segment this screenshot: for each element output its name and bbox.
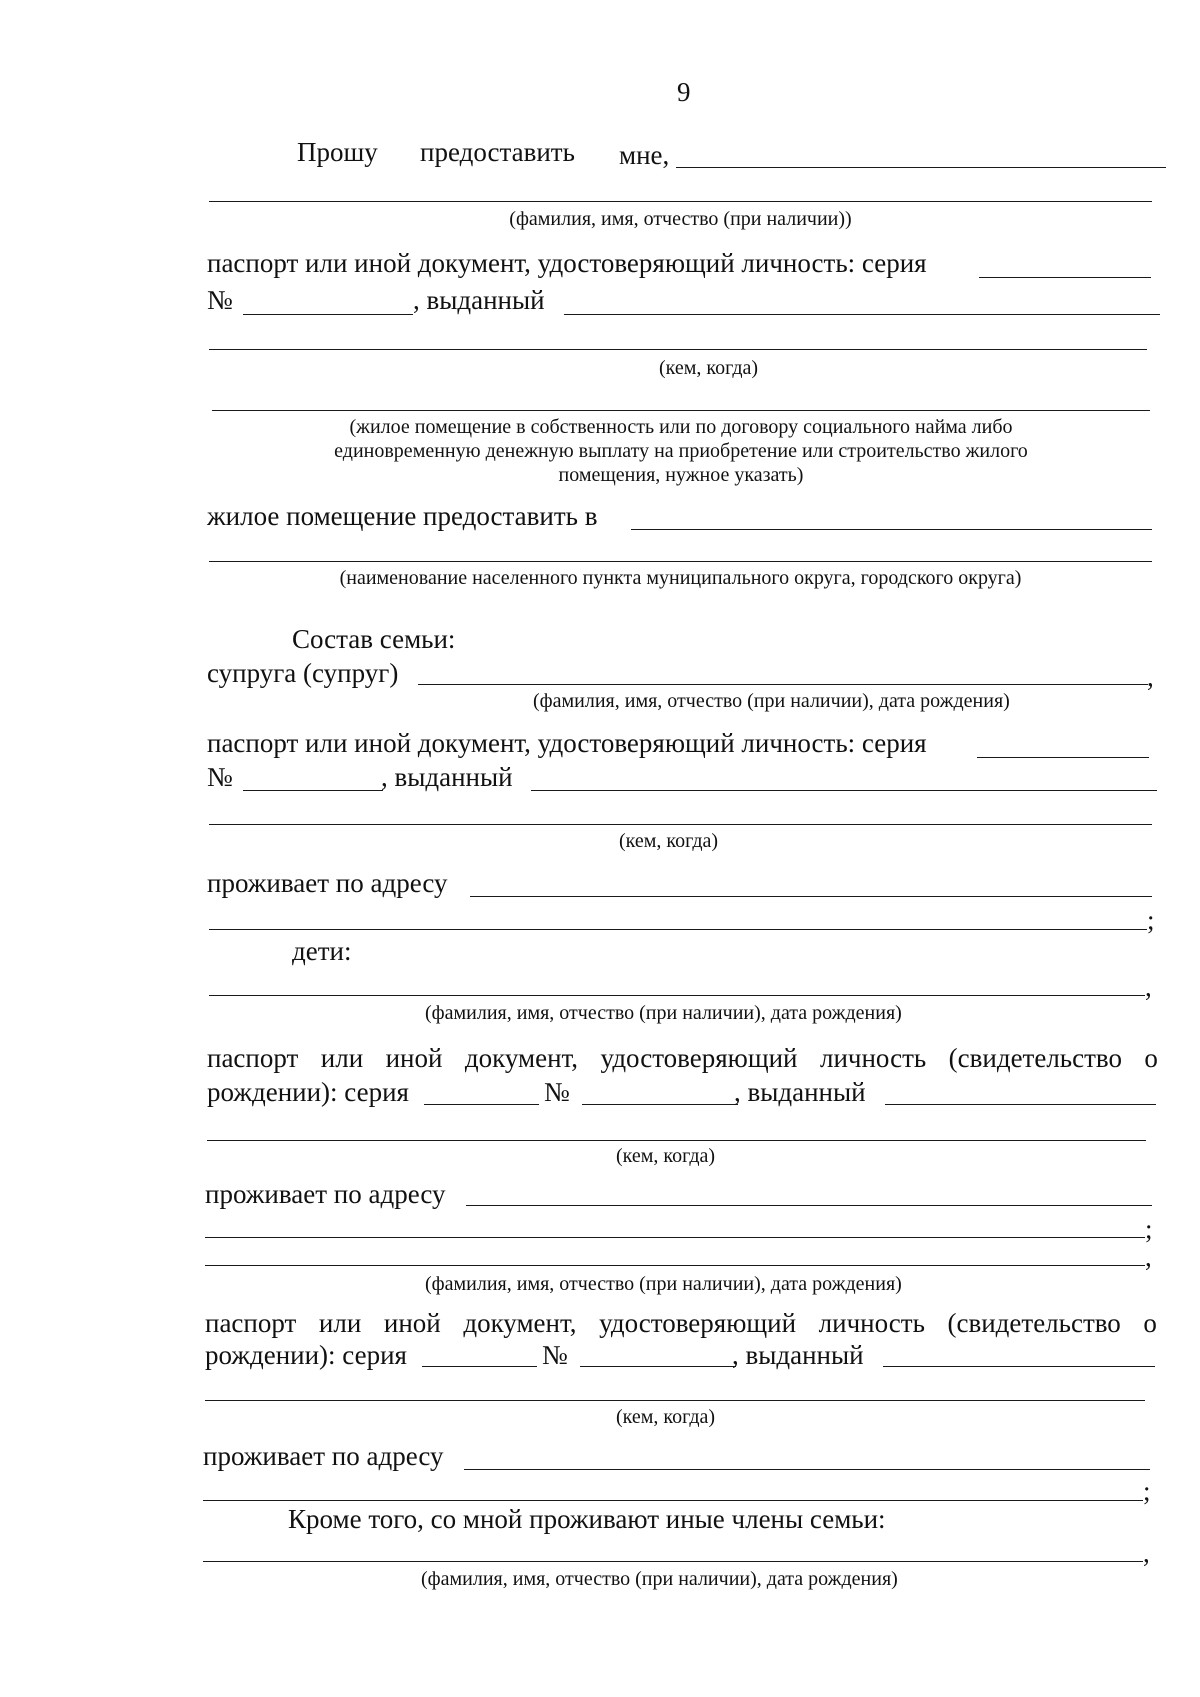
- child1-passport-line: [207, 1042, 1158, 1074]
- page-number: 9: [677, 77, 691, 107]
- others-name-field[interactable]: [203, 1561, 1143, 1562]
- spouse-caption: (фамилия, имя, отчество (при наличии), дата рождения): [533, 690, 1010, 712]
- spouse-passport-number-field[interactable]: [243, 790, 383, 791]
- child1-semicolon: ;: [1145, 1214, 1153, 1244]
- child1-comma: ,: [1145, 972, 1152, 1002]
- others-comma: ,: [1143, 1538, 1150, 1568]
- location-field-line2[interactable]: [209, 561, 1152, 562]
- spouse-issued-field[interactable]: [531, 790, 1157, 791]
- word: (свидетельство: [948, 1043, 1122, 1073]
- child1-issued-field[interactable]: [885, 1104, 1156, 1105]
- child1-fio-caption: (фамилия, имя, отчество (при наличии), дата рождения): [425, 1002, 902, 1024]
- family-heading: Состав семьи:: [292, 624, 456, 654]
- word: паспорт: [207, 1043, 299, 1073]
- spouse-kem-caption: (кем, когда): [619, 830, 719, 852]
- children-heading: дети:: [292, 936, 352, 966]
- applicant-name-field[interactable]: [676, 167, 1166, 168]
- word: иной: [385, 1043, 443, 1073]
- housing-caption-line2: единовременную денежную выплату на приобретение или строительство жилого: [334, 440, 1028, 462]
- child2-number-sign: №: [542, 1340, 568, 1370]
- number-sign: №: [207, 285, 233, 315]
- others-text: Кроме того, со мной проживают иные члены семьи:: [288, 1504, 886, 1534]
- child2-address-field-line2[interactable]: [203, 1500, 1143, 1501]
- word: или: [318, 1308, 362, 1338]
- spouse-comma: ,: [1147, 662, 1154, 692]
- passport-issued-field[interactable]: [564, 314, 1160, 315]
- child1-issued-label: , выданный: [734, 1077, 866, 1107]
- intro-word-1: Прошу: [297, 137, 378, 167]
- spouse-number-sign: №: [207, 762, 233, 792]
- applicant-name-field-line2[interactable]: [209, 201, 1152, 202]
- word: иной: [383, 1308, 441, 1338]
- child1-name-field[interactable]: [209, 995, 1145, 996]
- spouse-passport-label: паспорт или иной документ, удостоверяющий личность: серия: [207, 728, 927, 758]
- child2-name-field[interactable]: [205, 1265, 1145, 1266]
- child1-series-label: рождении): серия: [207, 1077, 409, 1107]
- child2-comma: ,: [1145, 1242, 1152, 1272]
- child1-address-field[interactable]: [466, 1205, 1152, 1206]
- intro-word-2: предоставить: [420, 137, 575, 167]
- child2-series-field[interactable]: [422, 1366, 537, 1367]
- intro-word-3: мне,: [619, 140, 670, 170]
- location-label: жилое помещение предоставить в: [207, 501, 598, 531]
- child2-passport-line: [205, 1307, 1157, 1339]
- child1-number-sign: №: [544, 1077, 570, 1107]
- child1-number-field[interactable]: [582, 1104, 738, 1105]
- word: документ,: [463, 1308, 577, 1338]
- word: личность: [819, 1043, 927, 1073]
- child1-kem-caption: (кем, когда): [616, 1145, 716, 1167]
- child1-issued-field-line2[interactable]: [207, 1140, 1146, 1141]
- location-caption: (наименование населенного пункта муниципального округа, городского округа): [339, 567, 1022, 589]
- word: о: [1144, 1043, 1158, 1073]
- word: удостоверяющий: [599, 1308, 797, 1338]
- word: о: [1143, 1308, 1157, 1338]
- passport-label: паспорт или иной документ, удостоверяющий личность: серия: [207, 248, 927, 278]
- child2-issued-field-line2[interactable]: [205, 1400, 1145, 1401]
- child1-series-field[interactable]: [424, 1104, 539, 1105]
- fio-caption: (фамилия, имя, отчество (при наличии)): [509, 208, 852, 230]
- child2-issued-label: , выданный: [732, 1340, 864, 1370]
- passport-series-field[interactable]: [979, 277, 1151, 278]
- word: личность: [818, 1308, 925, 1338]
- word: удостоверяющий: [600, 1043, 798, 1073]
- issued-label: , выданный: [413, 285, 545, 315]
- location-field[interactable]: [631, 529, 1152, 530]
- child1-address-label: проживает по адресу: [205, 1179, 446, 1209]
- others-fio-caption: (фамилия, имя, отчество (при наличии), дата рождения): [421, 1568, 898, 1590]
- child1-address-field-line2[interactable]: [205, 1237, 1145, 1238]
- child2-number-field[interactable]: [580, 1366, 736, 1367]
- child2-address-label: проживает по адресу: [203, 1441, 444, 1471]
- child2-semicolon: ;: [1143, 1476, 1151, 1506]
- child2-kem-caption: (кем, когда): [616, 1406, 716, 1428]
- spouse-address-field[interactable]: [470, 896, 1152, 897]
- word: или: [320, 1043, 364, 1073]
- housing-caption-line3: помещения, нужное указать): [558, 464, 804, 486]
- child2-fio-caption: (фамилия, имя, отчество (при наличии), дата рождения): [425, 1273, 902, 1295]
- spouse-label: супруга (супруг): [207, 658, 399, 688]
- passport-number-field[interactable]: [243, 314, 413, 315]
- word: (свидетельство: [947, 1308, 1121, 1338]
- housing-caption-line1: (жилое помещение в собственность или по договору социального найма либо: [349, 416, 1013, 438]
- spouse-address-field-line2[interactable]: [209, 929, 1147, 930]
- spouse-issued-label: , выданный: [381, 762, 513, 792]
- child2-series-label: рождении): серия: [205, 1340, 407, 1370]
- child2-address-field[interactable]: [464, 1469, 1150, 1470]
- housing-type-field[interactable]: [212, 410, 1150, 411]
- kem-caption: (кем, когда): [659, 357, 759, 379]
- spouse-passport-series-field[interactable]: [977, 757, 1149, 758]
- word: документ,: [464, 1043, 579, 1073]
- word: паспорт: [205, 1308, 297, 1338]
- spouse-name-field[interactable]: [418, 684, 1148, 685]
- passport-issued-field-line2[interactable]: [209, 349, 1147, 350]
- spouse-issued-field-line2[interactable]: [209, 824, 1152, 825]
- spouse-semicolon: ;: [1147, 905, 1155, 935]
- spouse-address-label: проживает по адресу: [207, 868, 448, 898]
- child2-issued-field[interactable]: [883, 1366, 1155, 1367]
